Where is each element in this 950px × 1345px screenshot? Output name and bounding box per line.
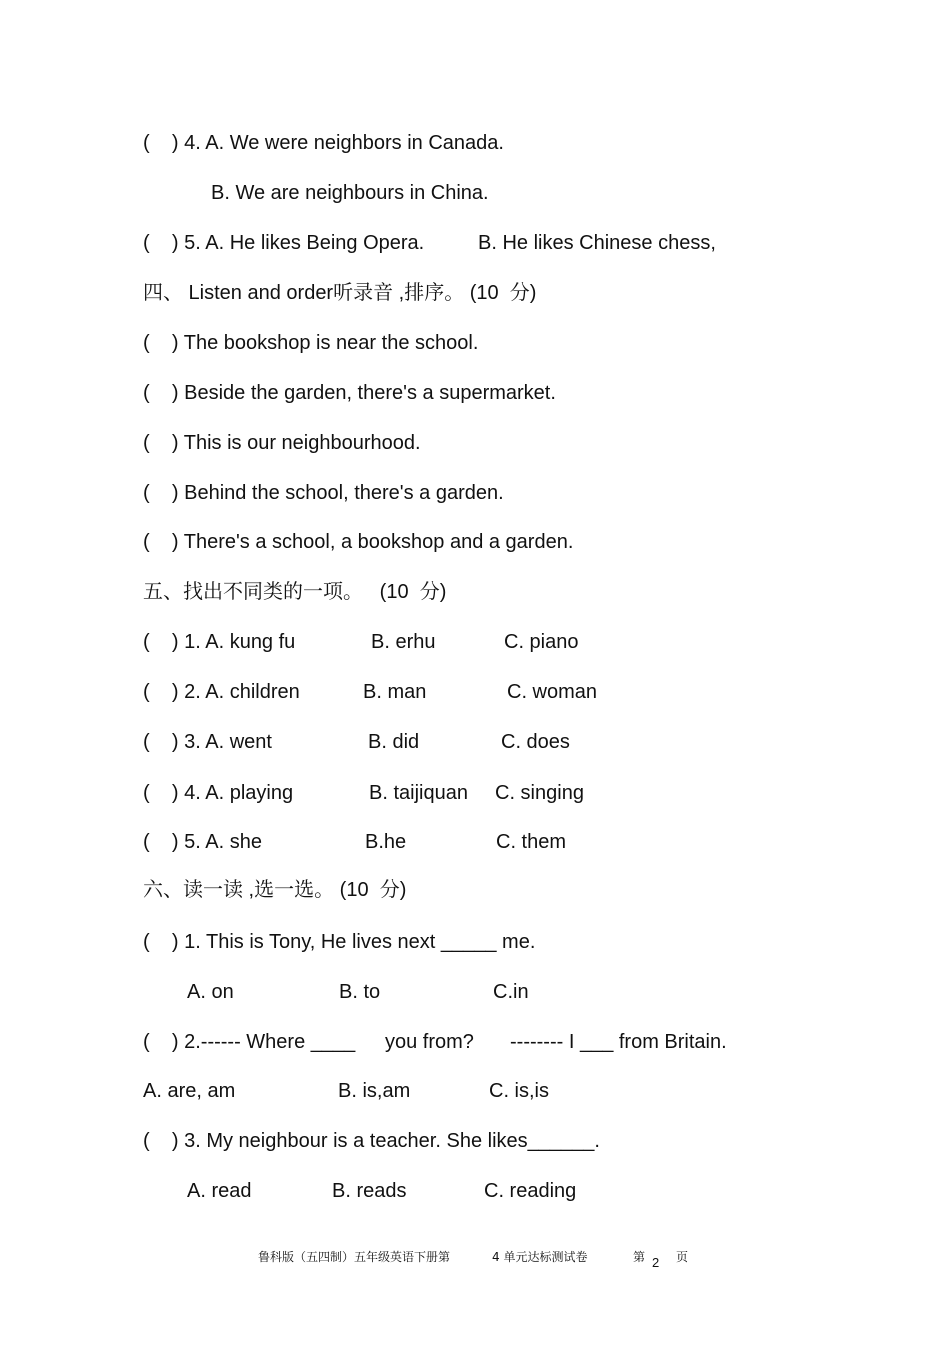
odd-one-out-option-a: ( ) 4. A. playing [143,782,294,804]
odd-one-out-option-b: B. did [368,731,420,753]
question-4a: ( ) 4. A. We were neighbors in Canada. [143,132,504,154]
choice-option-a: A. read [187,1180,252,1202]
odd-one-out-option-a: ( ) 1. A. kung fu [143,631,296,653]
choice-question-1: ( ) 1. This is Tony, He lives next _____ me. [143,931,536,953]
choice-option-c: C.in [493,981,529,1003]
choice-option-c: C. reading [484,1180,577,1202]
choice-option-c: C. is,is [489,1080,549,1102]
choice-option-b: B. is,am [338,1080,411,1102]
odd-one-out-option-a: ( ) 5. A. she [143,831,262,853]
odd-one-out-option-b: B. taijiquan [369,782,468,804]
odd-one-out-option-b: B.he [365,831,407,853]
choice-question-2-part3: -------- I ___ from Britain. [510,1031,727,1053]
choice-question-2-part2: you from? [385,1031,474,1053]
odd-one-out-option-a: ( ) 2. A. children [143,681,300,703]
odd-one-out-option-c: C. singing [495,782,584,804]
order-item: ( ) This is our neighbourhood. [143,432,421,454]
odd-one-out-option-c: C. piano [504,631,579,653]
choice-option-a: A. are, am [143,1080,236,1102]
choice-option-b: B. to [339,981,381,1003]
choice-option-b: B. reads [332,1180,407,1202]
order-item: ( ) There's a school, a bookshop and a garden. [143,531,574,553]
section5-heading: 五、找出不同类的一项。 (10 分) [143,581,447,603]
choice-question-2-part1: ( ) 2.------ Where ____ [143,1031,356,1053]
order-item: ( ) The bookshop is near the school. [143,332,479,354]
question-5b: B. He likes Chinese chess, [478,232,716,254]
footer-title-left: 鲁科版（五四制）五年级英语下册第 [258,1250,451,1264]
odd-one-out-option-b: B. erhu [371,631,436,653]
order-item: ( ) Beside the garden, there's a supermarket. [143,382,556,404]
odd-one-out-option-c: C. does [501,731,570,753]
section6-heading: 六、读一读 ,选一选。 (10 分) [143,879,407,901]
question-5a: ( ) 5. A. He likes Being Opera. [143,232,425,254]
footer-page-prefix: 第 [633,1250,646,1264]
odd-one-out-option-a: ( ) 3. A. went [143,731,272,753]
choice-question-3: ( ) 3. My neighbour is a teacher. She likes______. [143,1130,600,1152]
footer-page-suffix: 页 [676,1250,689,1264]
choice-option-a: A. on [187,981,234,1003]
footer-title-right: 4 单元达标测试卷 [492,1250,588,1264]
odd-one-out-option-b: B. man [363,681,427,703]
order-item: ( ) Behind the school, there's a garden. [143,482,504,504]
question-4b: B. We are neighbours in China. [211,182,489,204]
footer-page-number: 2 [652,1255,660,1270]
odd-one-out-option-c: C. woman [507,681,598,703]
section4-heading: 四、 Listen and order听录音 ,排序。 (10 分) [143,282,537,304]
odd-one-out-option-c: C. them [496,831,567,853]
